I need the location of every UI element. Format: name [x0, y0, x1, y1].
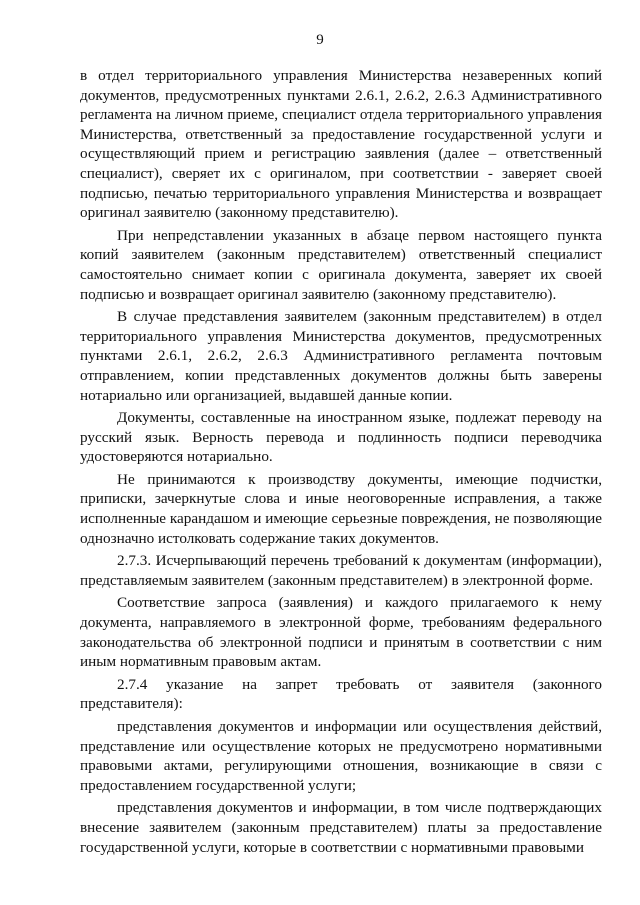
paragraph: 2.7.4 указание на запрет требовать от заявителя (законного представителя):	[80, 675, 602, 713]
paragraph: В случае представления заявителем (законным представителем) в отдел территориального управления Министерства документов, предусмотренных пунктами 2.6.1, 2.6.2, 2.6.3 Административного регламента почтовым отправлением, копии представленных документов должны быть заверены нотариально или организацией, выдавшей данные копии.	[80, 308, 602, 404]
page-number: 9	[316, 32, 324, 48]
paragraph: в отдел территориального управления Министерства незаверенных копий документов, предусмотренных пунктами 2.6.1, 2.6.2, 2.6.3 Административного регламента на личном приеме, специалист отдела территориального управления Министерства, ответственный за предоставление государственной услуги и осуществляющий прием и регистрацию заявления (далее – ответственный специалист), сверяет их с оригиналом, при соответствии - заверяет своей подписью, печатью территориального управления Министерства и возвращает оригинал заявителю (законному представителю).	[80, 67, 602, 222]
paragraph: 2.7.3. Исчерпывающий перечень требований к документам (информации), представляемым заявителем (законным представителем) в электронной форме.	[80, 552, 602, 589]
document-body	[80, 66, 602, 860]
paragraph: Не принимаются к производству документы, имеющие подчистки, приписки, зачеркнутые слова и иные неоговоренные исправления, а также исполненные карандашом и имеющие серьезные повреждения, не позволяющие однозначно истолковать содержание таких документов.	[80, 470, 602, 547]
paragraph: представления документов и информации, в том числе подтверждающих внесение заявителем (законным представителем) платы за предоставление государственной услуги, которые в соответствии с нормативными правовыми	[80, 799, 602, 856]
paragraph: При непредставлении указанных в абзаце первом настоящего пункта копий заявителем (законным представителем) ответственный специалист самостоятельно снимает копии с оригинала документа, заверяет их своей подписью и возвращает оригинал заявителю (законному представителю).	[80, 226, 602, 303]
paragraph: Соответствие запроса (заявления) и каждого прилагаемого к нему документа, направляемого в электронной форме, требованиям федерального законодательства об электронной подписи и принятым в соответствии с ним иным нормативным правовым актам.	[80, 594, 602, 671]
paragraph: представления документов и информации или осуществления действий, представление или осуществление которых не предусмотрено нормативными правовыми актами, регулирующими отношения, возникающие в связи с предоставлением государственной услуги;	[80, 718, 602, 794]
paragraph: Документы, составленные на иностранном языке, подлежат переводу на русский язык. Верность перевода и подлинность подписи переводчика удостоверяются нотариально.	[80, 409, 602, 466]
